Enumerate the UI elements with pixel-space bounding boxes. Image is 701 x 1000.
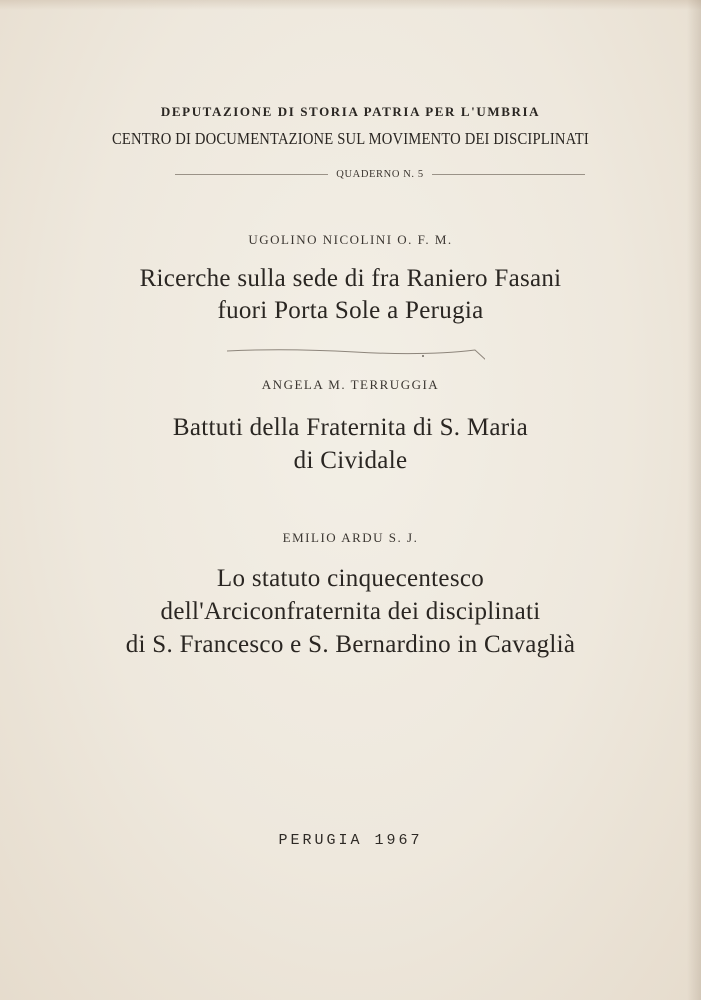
centre-heading: CENTRO DI DOCUMENTAZIONE SUL MOVIMENTO DEI DISCIPLINATI <box>111 129 589 148</box>
title-1-line-2: fuori Porta Sole a Perugia <box>217 297 484 324</box>
title-1-line-1: Ricerche sulla sede di fra Raniero Fasani <box>139 265 562 292</box>
title-3-line-3: di S. Francesco e S. Bernardino in Cavaglià <box>125 631 576 658</box>
institution-heading: DEPUTAZIONE DI STORIA PATRIA PER L'UMBRIA <box>160 104 541 119</box>
rule-left <box>175 174 328 175</box>
imprint: PERUGIA 1967 <box>278 832 423 849</box>
author-1: UGOLINO NICOLINI O. F. M. <box>248 232 453 247</box>
series-row <box>175 167 585 181</box>
title-3-line-2: dell'Arciconfraternita dei disciplinati <box>160 598 541 625</box>
author-3: EMILIO ARDU S. J. <box>282 530 419 545</box>
title-2-line-1: Battuti della Fraternita di S. Maria <box>172 414 529 441</box>
paper-edge-top <box>0 0 701 10</box>
ornamental-separator <box>225 347 485 363</box>
author-2: ANGELA M. TERRUGGIA <box>261 377 440 392</box>
series-label: QUADERNO N. 5 <box>336 168 424 180</box>
title-2-line-2: di Cividale <box>293 447 408 474</box>
rule-right <box>432 174 585 175</box>
paper-edge-right <box>687 0 701 1000</box>
title-3-line-1: Lo statuto cinquecentesco <box>216 565 485 592</box>
